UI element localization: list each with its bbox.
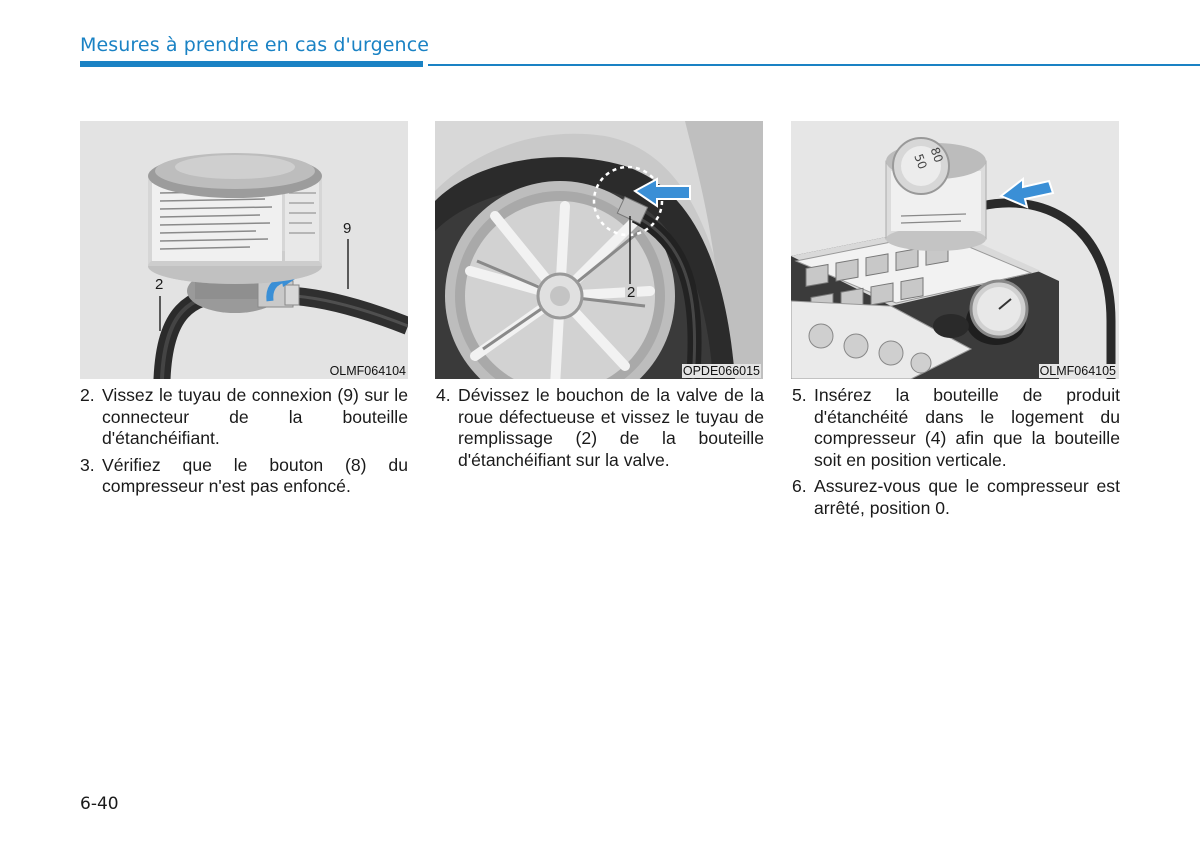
item-number: 4. bbox=[436, 385, 451, 405]
list-item bbox=[80, 385, 408, 450]
figure-code: OPDE066015 bbox=[682, 364, 760, 378]
callout-2: 2 bbox=[155, 276, 164, 293]
page-number: 6-40 bbox=[80, 794, 119, 814]
figure-sealant-bottle bbox=[80, 121, 408, 379]
item-text: Insérez la bouteille de produit d'étanchéité dans le logement du compresseur (4) afin que la bouteille soit en position verticale. bbox=[814, 385, 1120, 470]
figure-wheel-valve bbox=[435, 121, 763, 379]
item-text: Vissez le tuyau de connexion (9) sur le connecteur de la bouteille d'étanchéifiant. bbox=[102, 385, 408, 448]
item-text: Vérifiez que le bouton (8) du compresseur n'est pas enfoncé. bbox=[102, 454, 408, 496]
header-rule-thick bbox=[80, 61, 423, 67]
text-column-3 bbox=[792, 385, 1120, 524]
list-item bbox=[792, 476, 1120, 519]
text-column-1 bbox=[80, 385, 408, 503]
callout-9: 9 bbox=[343, 220, 352, 237]
figure-code: OLMF064105 bbox=[1039, 364, 1116, 378]
list-item bbox=[80, 455, 408, 498]
item-number: 5. bbox=[792, 385, 807, 405]
sealant-bottle-illustration bbox=[80, 121, 408, 379]
figure-compressor bbox=[791, 121, 1119, 379]
figure-code: OLMF064104 bbox=[329, 364, 406, 378]
text-column-2 bbox=[436, 385, 764, 476]
list-item bbox=[436, 385, 764, 471]
svg-text:80: 80 bbox=[927, 145, 946, 165]
item-number: 3. bbox=[80, 454, 95, 475]
header-rule-thin bbox=[428, 64, 1200, 66]
section-title: Mesures à prendre en cas d'urgence bbox=[80, 34, 430, 56]
list-item bbox=[792, 385, 1120, 471]
item-text: Dévissez le bouchon de la valve de la roue défectueuse et vissez le tuyau de remplissage (2) de la bouteille d'étanchéifiant sur la valve. bbox=[458, 385, 764, 470]
svg-text:50: 50 bbox=[911, 151, 930, 172]
item-text: Assurez-vous que le compresseur est arrêté, position 0. bbox=[814, 476, 1120, 518]
item-number: 2. bbox=[80, 385, 95, 405]
item-number: 6. bbox=[792, 476, 807, 496]
callout-2: 2 bbox=[627, 284, 636, 301]
compressor-illustration bbox=[791, 121, 1119, 379]
wheel-valve-illustration bbox=[435, 121, 763, 379]
